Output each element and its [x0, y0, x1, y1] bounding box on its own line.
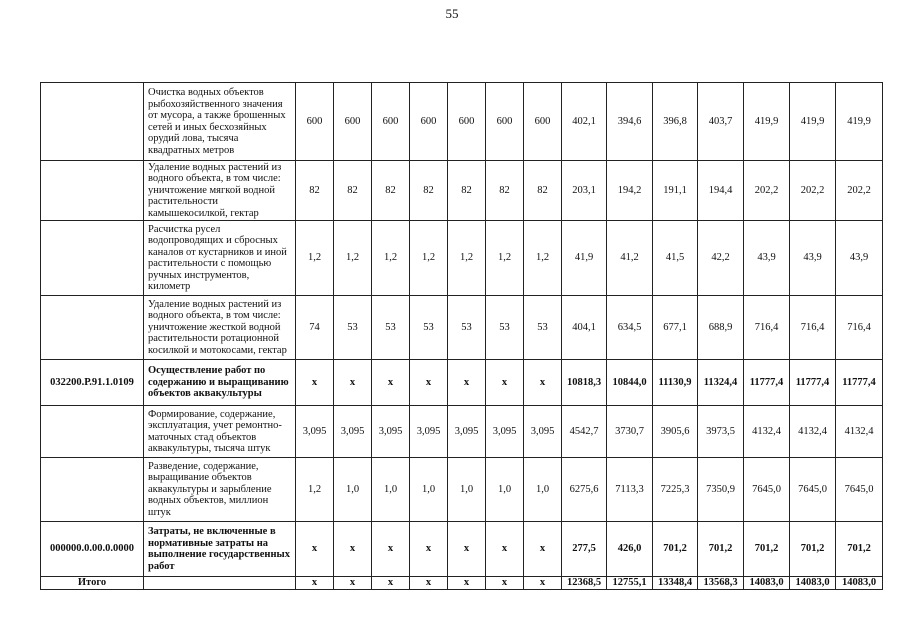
value-cell: 3,095: [334, 406, 372, 458]
value-cell: х: [410, 360, 448, 406]
value-cell: 1,0: [448, 458, 486, 522]
value-cell: 10844,0: [607, 360, 653, 406]
value-cell: 1,0: [486, 458, 524, 522]
value-cell: 701,2: [698, 522, 744, 577]
value-cell: 82: [296, 161, 334, 221]
value-cell: 14083,0: [836, 577, 883, 590]
row-description: [144, 577, 296, 590]
value-cell: 202,2: [836, 161, 883, 221]
value-cell: 74: [296, 296, 334, 360]
table-row: [41, 221, 883, 296]
value-cell: 194,2: [607, 161, 653, 221]
table-row: [41, 161, 883, 221]
value-cell: 394,6: [607, 83, 653, 161]
value-cell: 634,5: [607, 296, 653, 360]
value-cell: 1,2: [448, 221, 486, 296]
value-cell: х: [524, 577, 562, 590]
table-row: [41, 296, 883, 360]
value-cell: 701,2: [790, 522, 836, 577]
value-cell: 4132,4: [790, 406, 836, 458]
value-cell: 1,2: [410, 221, 448, 296]
value-cell: х: [410, 522, 448, 577]
value-cell: 426,0: [607, 522, 653, 577]
row-description: Формирование, содержание, эксплуатация, учет ремонтно-маточных стад объектов аквакультуры, тысяча штук: [144, 406, 296, 458]
value-cell: 6275,6: [562, 458, 607, 522]
value-cell: 1,2: [486, 221, 524, 296]
value-cell: 82: [524, 161, 562, 221]
value-cell: 53: [410, 296, 448, 360]
row-description: Очистка водных объектов рыбохозяйственного значения от мусора, а также брошенных сетей и иных бесхозяйных орудий лова, тысяча квадратных метров: [144, 83, 296, 161]
value-cell: 3,095: [448, 406, 486, 458]
value-cell: 600: [448, 83, 486, 161]
value-cell: х: [448, 522, 486, 577]
value-cell: 53: [372, 296, 410, 360]
value-cell: 1,2: [296, 221, 334, 296]
value-cell: 43,9: [790, 221, 836, 296]
row-code: [41, 296, 144, 360]
value-cell: 600: [372, 83, 410, 161]
page-number: 55: [445, 6, 459, 21]
value-cell: х: [410, 577, 448, 590]
table-row: [41, 360, 883, 406]
value-cell: 7113,3: [607, 458, 653, 522]
value-cell: 4542,7: [562, 406, 607, 458]
value-cell: 53: [448, 296, 486, 360]
value-cell: 11777,4: [836, 360, 883, 406]
value-cell: 3730,7: [607, 406, 653, 458]
value-cell: 3,095: [296, 406, 334, 458]
table-row: [41, 458, 883, 522]
cost-table: [40, 82, 883, 590]
value-cell: х: [486, 577, 524, 590]
value-cell: 10818,3: [562, 360, 607, 406]
row-code: [41, 406, 144, 458]
value-cell: 600: [524, 83, 562, 161]
value-cell: х: [486, 522, 524, 577]
value-cell: 1,0: [372, 458, 410, 522]
value-cell: 14083,0: [790, 577, 836, 590]
value-cell: х: [372, 522, 410, 577]
value-cell: 202,2: [790, 161, 836, 221]
value-cell: 43,9: [836, 221, 883, 296]
value-cell: х: [524, 360, 562, 406]
row-code: [41, 83, 144, 161]
value-cell: 7645,0: [836, 458, 883, 522]
value-cell: 42,2: [698, 221, 744, 296]
table-row: [41, 522, 883, 577]
row-description: Осуществление работ по содержанию и выращиванию объектов аквакультуры: [144, 360, 296, 406]
value-cell: 419,9: [790, 83, 836, 161]
value-cell: х: [486, 360, 524, 406]
row-code: 000000.0.00.0.0000: [41, 522, 144, 577]
value-cell: х: [448, 577, 486, 590]
value-cell: 3973,5: [698, 406, 744, 458]
row-code: [41, 161, 144, 221]
value-cell: 53: [486, 296, 524, 360]
value-cell: 7645,0: [744, 458, 790, 522]
value-cell: 4132,4: [836, 406, 883, 458]
value-cell: 1,2: [524, 221, 562, 296]
value-cell: 82: [334, 161, 372, 221]
value-cell: 12755,1: [607, 577, 653, 590]
value-cell: 677,1: [653, 296, 698, 360]
value-cell: х: [296, 577, 334, 590]
value-cell: 82: [448, 161, 486, 221]
value-cell: х: [334, 522, 372, 577]
value-cell: 688,9: [698, 296, 744, 360]
value-cell: 419,9: [836, 83, 883, 161]
value-cell: 11324,4: [698, 360, 744, 406]
value-cell: 701,2: [653, 522, 698, 577]
value-cell: 53: [334, 296, 372, 360]
table-row: [41, 83, 883, 161]
value-cell: 600: [410, 83, 448, 161]
value-cell: 41,9: [562, 221, 607, 296]
value-cell: 12368,5: [562, 577, 607, 590]
value-cell: 701,2: [744, 522, 790, 577]
value-cell: 7645,0: [790, 458, 836, 522]
value-cell: х: [372, 360, 410, 406]
value-cell: 3905,6: [653, 406, 698, 458]
value-cell: 203,1: [562, 161, 607, 221]
value-cell: 43,9: [744, 221, 790, 296]
value-cell: 41,2: [607, 221, 653, 296]
value-cell: 600: [334, 83, 372, 161]
value-cell: 202,2: [744, 161, 790, 221]
value-cell: х: [296, 360, 334, 406]
value-cell: 402,1: [562, 83, 607, 161]
row-description: Затраты, не включенные в нормативные затраты на выполнение государственных работ: [144, 522, 296, 577]
value-cell: х: [334, 360, 372, 406]
value-cell: 1,2: [334, 221, 372, 296]
value-cell: 3,095: [410, 406, 448, 458]
value-cell: 11130,9: [653, 360, 698, 406]
value-cell: 1,0: [410, 458, 448, 522]
value-cell: 404,1: [562, 296, 607, 360]
value-cell: 396,8: [653, 83, 698, 161]
value-cell: 14083,0: [744, 577, 790, 590]
value-cell: х: [524, 522, 562, 577]
value-cell: 11777,4: [790, 360, 836, 406]
value-cell: 403,7: [698, 83, 744, 161]
value-cell: 82: [410, 161, 448, 221]
value-cell: 701,2: [836, 522, 883, 577]
value-cell: х: [448, 360, 486, 406]
value-cell: 7225,3: [653, 458, 698, 522]
value-cell: 13348,4: [653, 577, 698, 590]
row-description: Удаление водных растений из водного объекта, в том числе: уничтожение жесткой водной растительности ротационной косилкой и мотокосами, гектар: [144, 296, 296, 360]
row-code: 032200.Р.91.1.0109: [41, 360, 144, 406]
value-cell: 82: [372, 161, 410, 221]
value-cell: 3,095: [372, 406, 410, 458]
value-cell: 194,4: [698, 161, 744, 221]
value-cell: 7350,9: [698, 458, 744, 522]
value-cell: 53: [524, 296, 562, 360]
value-cell: 3,095: [524, 406, 562, 458]
value-cell: 716,4: [744, 296, 790, 360]
value-cell: 82: [486, 161, 524, 221]
row-code: [41, 221, 144, 296]
value-cell: 600: [486, 83, 524, 161]
value-cell: 716,4: [790, 296, 836, 360]
value-cell: 1,0: [334, 458, 372, 522]
row-description: Расчистка русел водопроводящих и сбросных каналов от кустарников и иной растительности с помощью ручных инструментов, километр: [144, 221, 296, 296]
value-cell: 3,095: [486, 406, 524, 458]
value-cell: 41,5: [653, 221, 698, 296]
value-cell: 191,1: [653, 161, 698, 221]
row-description: Разведение, содержание, выращивание объектов аквакультуры и зарыбление водных объектов, миллион штук: [144, 458, 296, 522]
table-row: [41, 577, 883, 590]
row-code: Итого: [41, 577, 144, 590]
value-cell: х: [372, 577, 410, 590]
value-cell: 13568,3: [698, 577, 744, 590]
value-cell: 1,2: [372, 221, 410, 296]
value-cell: 600: [296, 83, 334, 161]
value-cell: 4132,4: [744, 406, 790, 458]
value-cell: 716,4: [836, 296, 883, 360]
value-cell: 11777,4: [744, 360, 790, 406]
value-cell: 1,2: [296, 458, 334, 522]
value-cell: 419,9: [744, 83, 790, 161]
table-row: [41, 406, 883, 458]
value-cell: 277,5: [562, 522, 607, 577]
value-cell: 1,0: [524, 458, 562, 522]
value-cell: х: [296, 522, 334, 577]
value-cell: х: [334, 577, 372, 590]
row-code: [41, 458, 144, 522]
row-description: Удаление водных растений из водного объекта, в том числе: уничтожение мягкой водной растительности камышекосилкой, гектар: [144, 161, 296, 221]
